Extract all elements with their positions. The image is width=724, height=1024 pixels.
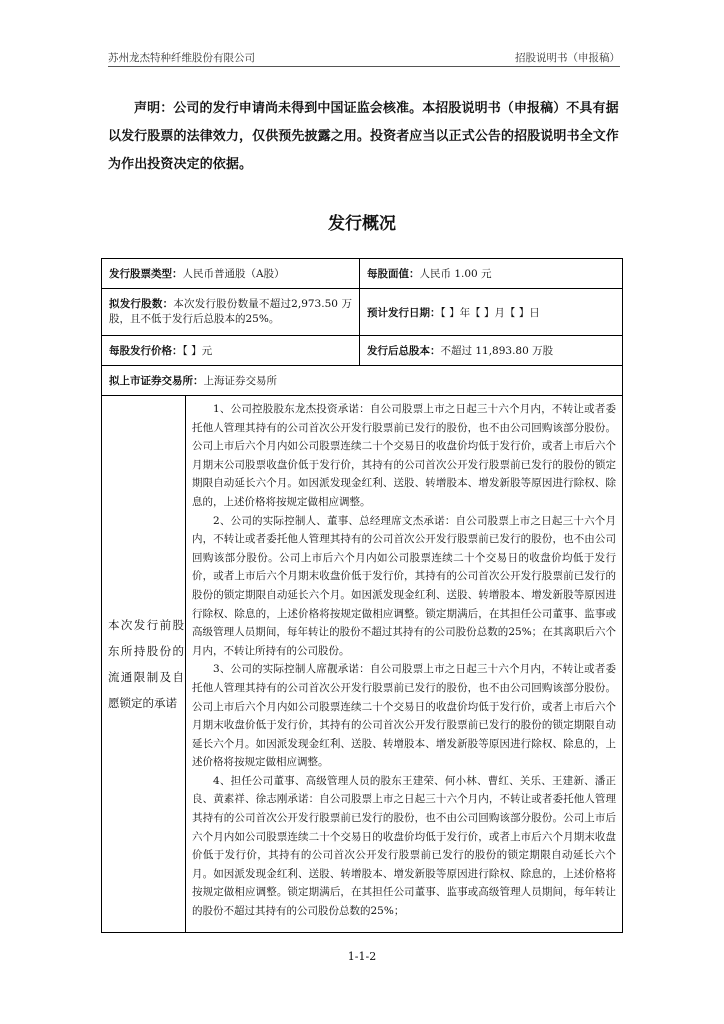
exchange-value: 上海证券交易所	[203, 375, 277, 387]
par-value-value: 人民币 1.00 元	[419, 268, 492, 280]
issue-quantity-label: 拟发行股数：	[109, 298, 174, 310]
table-row	[102, 259, 623, 289]
issue-price-value: 【 】元	[182, 345, 213, 357]
lockup-commitments-cell	[186, 396, 623, 933]
header-divider	[108, 66, 620, 67]
commitment-paragraph: 1、公司控股股东龙杰投资承诺：自公司股票上市之日起三十六个月内，不转让或者委托他人管理其持有的公司首次公开发行股票前已发行的股份，也不由公司回购该部分股份。公司上市后六个月内如公司股票连续二十个交易日的收盘价均低于发行价，或者上市后六个月期末公司股票收盘价低于发行价，其持有的公司首次公开发行股票前已发行的股份的锁定期限自动延长六个月。如因派发现金红利、送股、转增股本、增发新股等原因进行除权、除息的，上述价格将按规定做相应调整。	[192, 403, 616, 508]
commitment-paragraph: 4、担任公司董事、高级管理人员的股东王建荣、何小林、曹红、关乐、王建新、潘正良、黄素祥、徐志刚承诺：自公司股票上市之日起三十六个月内，不转让或者委托他人管理其持有的公司首次公开发行股票前已发行的股份，也不由公司回购该部分股份。公司上市后六个月内如公司股票连续二十个交易日的收盘价均低于发行价，或者上市后六个月期末收盘价低于发行价，其持有的公司首次公开发行股票前已发行的股份的锁定期限自动延长六个月。如因派发现金红利、送股、转增股本、增发新股等原因进行除权、除息的，上述价格将按规定做相应调整。锁定期满后，在其担任公司董事、监事或高级管理人员期间，每年转让的股份不超过其持有的公司股份总数的25%；	[192, 774, 616, 918]
company-name: 苏州龙杰特种纤维股份有限公司	[108, 52, 255, 64]
lockup-label: 本次发行前股东所持股份的流通限制及自愿锁定的承诺	[108, 618, 184, 710]
total-capital-label: 发行后总股本：	[367, 345, 441, 357]
commitment-paragraph: 3、公司的实际控制人席靓承诺：自公司股票上市之日起三十六个月内，不转让或者委托他人管理其持有的公司首次公开发行股票前已发行的股份，也不由公司回购该部分股份。公司上市后六个月内如公司股票连续二十个交易日的收盘价均低于发行价，或者上市后六个月期末收盘价低于发行价，其持有的公司首次公开发行股票前已发行的股份的锁定期限自动延长六个月。如因派发现金红利、送股、转增股本、增发新股等原因进行除权、除息的，上述价格将按规定做相应调整。	[192, 663, 616, 769]
table-row	[102, 336, 623, 366]
table-row	[102, 366, 623, 396]
exchange-cell	[102, 366, 623, 396]
issue-price-label: 每股发行价格：	[109, 345, 183, 357]
stock-type-cell	[102, 259, 360, 289]
table-row	[102, 396, 623, 933]
exchange-label: 拟上市证券交易所：	[109, 375, 204, 387]
par-value-label: 每股面值：	[367, 268, 420, 280]
page-header	[108, 50, 620, 66]
issue-overview-table	[101, 258, 623, 933]
table-row	[102, 289, 623, 336]
document-type: 招股说明书（申报稿）	[515, 52, 620, 64]
issue-quantity-value: 本次发行股份数量不超过2,973.50 万股，且不低于发行后总股本的25%。	[109, 298, 352, 325]
page-title: 发行概况	[328, 214, 396, 234]
issue-date-value: 【 】年【 】月【 】日	[440, 306, 540, 319]
commitment-paragraph: 2、公司的实际控制人、董事、总经理席文杰承诺：自公司股票上市之日起三十六个月内，不转让或者委托他人管理其持有的公司首次公开发行股票前已发行的股份，也不由公司回购该部分股份。公司上市后六个月内如公司股票连续二十个交易日的收盘价均低于发行价，或者上市后六个月期末收盘价低于发行价，其持有的公司首次公开发行股票前已发行的股份的锁定期限自动延长六个月。如因派发现金红利、送股、转增股本、增发新股等原因进行除权、除息的，上述价格将按规定做相应调整。锁定期满后，在其担任公司董事、监事或高级管理人员期间，每年转让的股份不超过其持有的公司股份总数的25%；在其离职后六个月内，不转让所持有的公司股份。	[192, 514, 616, 657]
total-capital-cell	[360, 336, 623, 366]
issue-date-label: 预计发行日期：	[367, 306, 441, 319]
stock-type-value: 人民币普通股（A股）	[182, 268, 285, 280]
total-capital-value: 不超过 11,893.80 万股	[440, 345, 554, 357]
issue-price-cell	[102, 336, 360, 366]
disclaimer: 声明：公司的发行申请尚未得到中国证监会核准。本招股说明书（申报稿）不具有据以发行股票的法律效力，仅供预先披露之用。投资者应当以正式公告的招股说明书全文作为作出投资决定的依据。	[108, 101, 619, 172]
stock-type-label: 发行股票类型：	[109, 268, 183, 280]
page-number: 1-1-2	[347, 950, 377, 963]
issue-quantity-cell	[102, 289, 360, 336]
issue-date-cell	[360, 289, 623, 336]
lockup-label-cell	[102, 396, 186, 933]
par-value-cell	[360, 259, 623, 289]
